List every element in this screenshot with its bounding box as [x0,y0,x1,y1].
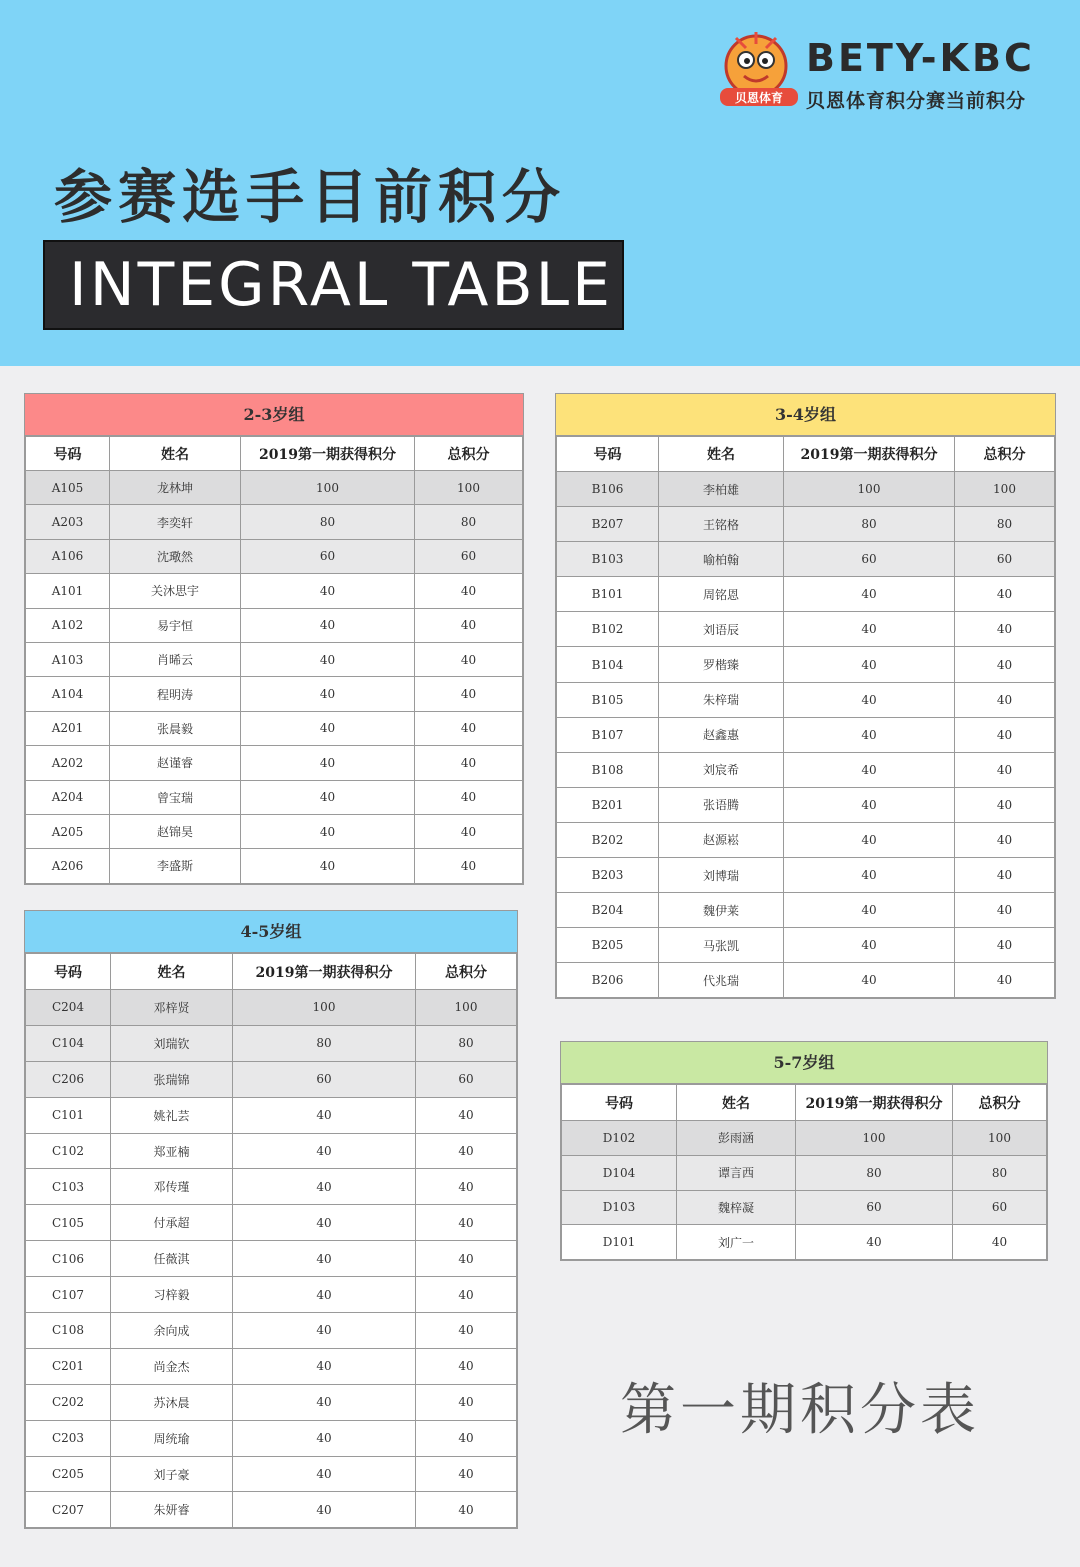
table-row [26,1133,517,1169]
table-row [26,711,523,745]
total-points-cell: 40 [955,752,1055,787]
player-name-cell: 刘博瑞 [659,858,784,893]
table-row [26,1025,517,1061]
table-row [26,1097,517,1133]
period-points-cell: 40 [233,1492,416,1528]
column-header: 号码 [557,437,659,472]
player-number-cell: C103 [26,1169,111,1205]
period-points-cell: 60 [796,1190,953,1225]
player-number-cell: A103 [26,642,110,676]
player-name-cell: 马张凯 [659,928,784,963]
table-row [26,471,523,505]
brand-name: BETY-KBC [806,36,1035,80]
table-row [26,574,523,608]
mascot-logo-icon [716,28,802,110]
total-points-cell: 40 [416,1241,517,1277]
total-points-cell: 40 [416,1169,517,1205]
period-points-cell: 40 [233,1420,416,1456]
period-points-cell: 100 [241,471,415,505]
table-header-row [26,954,517,990]
player-number-cell: C106 [26,1241,111,1277]
table-row [26,1492,517,1528]
period-points-cell: 40 [241,780,415,814]
page-subtitle: INTEGRAL TABLE [69,250,613,320]
column-header: 总积分 [955,437,1055,472]
player-number-cell: C205 [26,1456,111,1492]
table-row [557,577,1055,612]
table-row [557,963,1055,998]
footer-caption: 第一期积分表 [620,1378,980,1443]
player-name-cell: 赵锦昊 [110,814,241,848]
player-number-cell: C108 [26,1313,111,1349]
player-name-cell: 余向成 [111,1313,233,1349]
table-row [26,505,523,539]
total-points-cell: 40 [415,608,523,642]
total-points-cell: 40 [416,1492,517,1528]
total-points-cell: 60 [415,539,523,573]
table-row [26,1456,517,1492]
player-number-cell: C101 [26,1097,111,1133]
total-points-cell: 40 [955,612,1055,647]
period-points-cell: 100 [796,1121,953,1156]
player-number-cell: B101 [557,577,659,612]
table-row [557,612,1055,647]
total-points-cell: 40 [416,1097,517,1133]
table-row [26,1241,517,1277]
player-name-cell: 刘广一 [677,1225,796,1260]
player-name-cell: 刘宸希 [659,752,784,787]
table-row [26,990,517,1026]
total-points-cell: 40 [415,746,523,780]
player-number-cell: C104 [26,1025,111,1061]
group-table-2-3 [24,393,524,885]
group-title: 4-5岁组 [25,911,517,953]
brand-subtitle: 贝恩体育积分赛当前积分 [806,90,1027,112]
table-row [26,642,523,676]
period-points-cell: 40 [233,1384,416,1420]
period-points-cell: 100 [233,990,416,1026]
table-row [557,858,1055,893]
player-number-cell: A206 [26,849,110,883]
player-name-cell: 程明涛 [110,677,241,711]
column-header: 号码 [562,1085,677,1121]
player-number-cell: B205 [557,928,659,963]
player-name-cell: 尚金杰 [111,1348,233,1384]
player-number-cell: B201 [557,787,659,822]
player-name-cell: 喻柏翰 [659,542,784,577]
table-row [557,928,1055,963]
period-points-cell: 40 [241,642,415,676]
player-name-cell: 张晨毅 [110,711,241,745]
total-points-cell: 40 [416,1420,517,1456]
total-points-cell: 40 [415,574,523,608]
player-name-cell: 张瑞锦 [111,1061,233,1097]
table-header-row [562,1085,1047,1121]
player-name-cell: 苏沐晨 [111,1384,233,1420]
player-number-cell: A205 [26,814,110,848]
period-points-cell: 40 [233,1456,416,1492]
total-points-cell: 40 [955,647,1055,682]
table-row [26,1313,517,1349]
table-row [557,647,1055,682]
period-points-cell: 40 [233,1348,416,1384]
page-title: 参赛选手目前积分 [54,163,567,231]
table-row [557,542,1055,577]
total-points-cell: 100 [415,471,523,505]
total-points-cell: 60 [953,1190,1047,1225]
player-name-cell: 周统瑜 [111,1420,233,1456]
total-points-cell: 40 [416,1313,517,1349]
table-row [557,472,1055,507]
table-row [26,1277,517,1313]
column-header: 姓名 [111,954,233,990]
period-points-cell: 60 [784,542,955,577]
total-points-cell: 80 [415,505,523,539]
period-points-cell: 40 [233,1169,416,1205]
table-row [557,752,1055,787]
table-header-row [557,437,1055,472]
player-name-cell: 彭雨涵 [677,1121,796,1156]
player-name-cell: 李盛斯 [110,849,241,883]
table-row [26,814,523,848]
player-name-cell: 郑亚楠 [111,1133,233,1169]
period-points-cell: 40 [784,682,955,717]
player-name-cell: 谭言西 [677,1155,796,1190]
table-row [26,1205,517,1241]
player-number-cell: B102 [557,612,659,647]
player-name-cell: 周铭恩 [659,577,784,612]
player-number-cell: A102 [26,608,110,642]
player-number-cell: B106 [557,472,659,507]
period-points-cell: 80 [233,1025,416,1061]
total-points-cell: 40 [416,1348,517,1384]
table-row [557,822,1055,857]
period-points-cell: 40 [241,574,415,608]
table-row [562,1155,1047,1190]
period-points-cell: 40 [241,711,415,745]
table-header-row [26,437,523,471]
player-number-cell: A204 [26,780,110,814]
player-name-cell: 肖晞云 [110,642,241,676]
player-number-cell: B105 [557,682,659,717]
period-points-cell: 40 [233,1241,416,1277]
column-header: 号码 [26,954,111,990]
total-points-cell: 40 [415,814,523,848]
period-points-cell: 80 [241,505,415,539]
period-points-cell: 40 [784,822,955,857]
player-number-cell: D104 [562,1155,677,1190]
total-points-cell: 40 [953,1225,1047,1260]
period-points-cell: 40 [233,1313,416,1349]
table-row [26,1384,517,1420]
table-row [26,539,523,573]
group-title: 3-4岁组 [556,394,1055,436]
player-name-cell: 张语腾 [659,787,784,822]
period-points-cell: 60 [241,539,415,573]
player-number-cell: B108 [557,752,659,787]
player-name-cell: 魏伊莱 [659,893,784,928]
period-points-cell: 40 [241,814,415,848]
player-number-cell: C207 [26,1492,111,1528]
total-points-cell: 40 [415,849,523,883]
table-row [562,1121,1047,1156]
total-points-cell: 40 [955,577,1055,612]
group-title: 5-7岁组 [561,1042,1047,1084]
period-points-cell: 40 [784,893,955,928]
player-number-cell: C107 [26,1277,111,1313]
table-row [26,780,523,814]
column-header: 姓名 [110,437,241,471]
player-name-cell: 罗楷臻 [659,647,784,682]
period-points-cell: 40 [784,752,955,787]
player-number-cell: B103 [557,542,659,577]
player-name-cell: 李奕轩 [110,505,241,539]
period-points-cell: 40 [784,612,955,647]
total-points-cell: 40 [415,642,523,676]
player-number-cell: D101 [562,1225,677,1260]
total-points-cell: 40 [416,1456,517,1492]
column-header: 总积分 [415,437,523,471]
table-row [557,682,1055,717]
total-points-cell: 40 [955,787,1055,822]
player-number-cell: C105 [26,1205,111,1241]
table-row [557,787,1055,822]
total-points-cell: 80 [953,1155,1047,1190]
period-points-cell: 40 [796,1225,953,1260]
table-row [26,608,523,642]
player-number-cell: D103 [562,1190,677,1225]
player-number-cell: C201 [26,1348,111,1384]
total-points-cell: 100 [955,472,1055,507]
total-points-cell: 40 [955,963,1055,998]
period-points-cell: 40 [784,717,955,752]
player-name-cell: 沈璥然 [110,539,241,573]
player-number-cell: A106 [26,539,110,573]
player-number-cell: B207 [557,507,659,542]
period-points-cell: 80 [784,507,955,542]
header-banner [0,0,1080,366]
period-points-cell: 100 [784,472,955,507]
total-points-cell: 40 [955,928,1055,963]
period-points-cell: 40 [784,928,955,963]
player-number-cell: B202 [557,822,659,857]
title-en-box [43,240,624,330]
period-points-cell: 40 [233,1277,416,1313]
player-number-cell: D102 [562,1121,677,1156]
period-points-cell: 60 [233,1061,416,1097]
period-points-cell: 40 [233,1205,416,1241]
player-name-cell: 刘瑞钦 [111,1025,233,1061]
table-row [562,1225,1047,1260]
table-row [26,1169,517,1205]
period-points-cell: 40 [241,677,415,711]
period-points-cell: 40 [233,1133,416,1169]
column-header: 总积分 [416,954,517,990]
player-number-cell: A105 [26,471,110,505]
player-name-cell: 魏梓凝 [677,1190,796,1225]
period-points-cell: 40 [241,608,415,642]
period-points-cell: 40 [784,858,955,893]
player-name-cell: 赵鑫惠 [659,717,784,752]
group-table-3-4 [555,393,1056,999]
table-row [562,1190,1047,1225]
column-header: 姓名 [659,437,784,472]
period-points-cell: 40 [241,746,415,780]
player-name-cell: 习梓毅 [111,1277,233,1313]
column-header: 2019第一期获得积分 [796,1085,953,1121]
player-name-cell: 赵谨睿 [110,746,241,780]
column-header: 2019第一期获得积分 [241,437,415,471]
total-points-cell: 40 [416,1205,517,1241]
player-name-cell: 朱妍睿 [111,1492,233,1528]
total-points-cell: 100 [953,1121,1047,1156]
total-points-cell: 40 [955,822,1055,857]
svg-text:贝恩体育: 贝恩体育 [734,91,784,105]
column-header: 号码 [26,437,110,471]
table-row [26,746,523,780]
total-points-cell: 80 [416,1025,517,1061]
player-number-cell: C202 [26,1384,111,1420]
column-header: 姓名 [677,1085,796,1121]
table-row [26,677,523,711]
group-table-5-7 [560,1041,1048,1261]
column-header: 2019第一期获得积分 [784,437,955,472]
player-number-cell: A202 [26,746,110,780]
player-number-cell: B107 [557,717,659,752]
player-name-cell: 刘语辰 [659,612,784,647]
group-table-4-5 [24,910,518,1529]
period-points-cell: 40 [784,577,955,612]
player-number-cell: B206 [557,963,659,998]
table-row [557,507,1055,542]
table-row [26,1061,517,1097]
player-name-cell: 朱梓瑞 [659,682,784,717]
player-number-cell: A101 [26,574,110,608]
player-number-cell: A201 [26,711,110,745]
period-points-cell: 40 [784,647,955,682]
player-number-cell: B203 [557,858,659,893]
total-points-cell: 60 [416,1061,517,1097]
total-points-cell: 40 [415,711,523,745]
total-points-cell: 40 [416,1133,517,1169]
player-name-cell: 姚礼芸 [111,1097,233,1133]
total-points-cell: 40 [416,1277,517,1313]
period-points-cell: 80 [796,1155,953,1190]
total-points-cell: 40 [955,717,1055,752]
player-number-cell: C206 [26,1061,111,1097]
column-header: 2019第一期获得积分 [233,954,416,990]
total-points-cell: 40 [415,780,523,814]
column-header: 总积分 [953,1085,1047,1121]
player-name-cell: 王铭格 [659,507,784,542]
total-points-cell: 60 [955,542,1055,577]
player-number-cell: B204 [557,893,659,928]
total-points-cell: 40 [416,1384,517,1420]
player-name-cell: 邓传瑾 [111,1169,233,1205]
player-name-cell: 龙林坤 [110,471,241,505]
player-name-cell: 付承超 [111,1205,233,1241]
player-number-cell: C102 [26,1133,111,1169]
total-points-cell: 40 [955,893,1055,928]
table-row [557,717,1055,752]
period-points-cell: 40 [233,1097,416,1133]
total-points-cell: 40 [415,677,523,711]
player-name-cell: 代兆瑞 [659,963,784,998]
player-number-cell: B104 [557,647,659,682]
player-name-cell: 任薇淇 [111,1241,233,1277]
group-title: 2-3岁组 [25,394,523,436]
table-row [26,1420,517,1456]
player-name-cell: 曾宝瑞 [110,780,241,814]
player-name-cell: 易宇恒 [110,608,241,642]
table-row [26,1348,517,1384]
player-number-cell: A104 [26,677,110,711]
period-points-cell: 40 [241,849,415,883]
player-name-cell: 赵源崧 [659,822,784,857]
player-name-cell: 李柏雄 [659,472,784,507]
table-row [557,893,1055,928]
player-number-cell: C203 [26,1420,111,1456]
period-points-cell: 40 [784,963,955,998]
total-points-cell: 100 [416,990,517,1026]
total-points-cell: 80 [955,507,1055,542]
total-points-cell: 40 [955,682,1055,717]
period-points-cell: 40 [784,787,955,822]
player-name-cell: 邓梓贤 [111,990,233,1026]
table-row [26,849,523,883]
player-number-cell: A203 [26,505,110,539]
player-name-cell: 刘子豪 [111,1456,233,1492]
player-number-cell: C204 [26,990,111,1026]
total-points-cell: 40 [955,858,1055,893]
player-name-cell: 关沐思宇 [110,574,241,608]
